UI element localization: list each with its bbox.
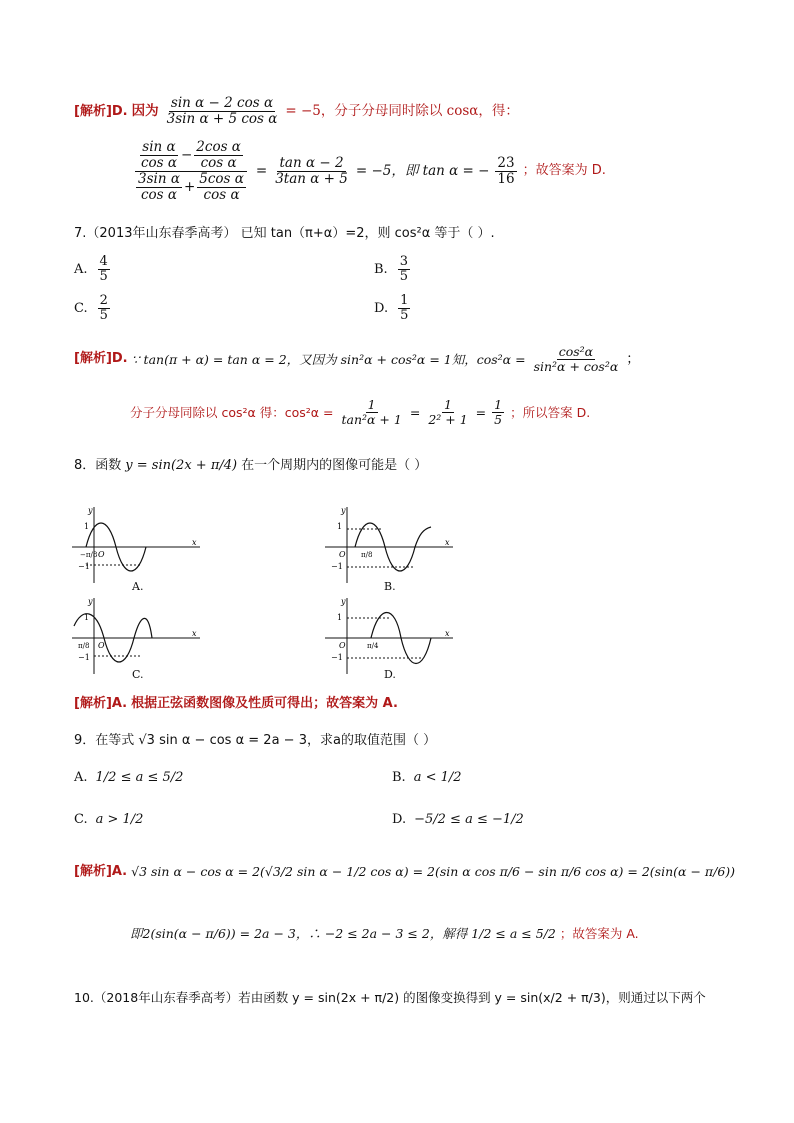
svg-text:−1: −1 xyxy=(78,653,90,662)
q9-analysis-line2: 即2(sin(α − π/6)) = 2a − 3，∴ −2 ≤ 2a − 3 ≤ 2，解得 1/2 ≤ a ≤ 5/2 ；故答案为 A. xyxy=(130,926,639,941)
q8-question: 8．函数 y = sin(2x + π/4) 在一个周期内的图像可能是（ ） xyxy=(74,458,428,473)
svg-text:y: y xyxy=(341,506,346,515)
svg-text:−1: −1 xyxy=(331,562,343,571)
q7-analysis: [解析]D. ∵ tan(π + α) = tan α = 2，又因为 sin²α + cos²α = 1知，cos²α = $\frac{\text{cos²α}}{\text{sin²α + cos²α}}$ ； xyxy=(74,344,640,374)
svg-text:1: 1 xyxy=(84,522,90,531)
svg-text:1: 1 xyxy=(337,522,343,531)
svg-text:y: y xyxy=(341,597,346,606)
graph-d xyxy=(325,596,455,676)
tick-label: −π/8 xyxy=(80,551,98,559)
q6-step: $\frac{\text{sin α}}{\text{cos α}}$ − $\frac{\text{2cos α}}{\text{cos α}}$ $\frac{\text{3sin α}}{\text{cos α}}$ + $\frac{\text{5cos α}}{\text{cos α}}$ = $\frac{\text{tan α − 2}}{\text{3tan α + 5}}$ = −5，即 tan α = − $\frac{23}{16}$ ；故答案为 D. xyxy=(130,140,734,202)
q7-option-d: D. $\frac{1}{5}$ xyxy=(374,293,409,324)
q8-analysis: [解析]A. 根据正弦函数图像及性质可得出；故答案为 A. xyxy=(74,696,398,711)
graph-a xyxy=(72,505,202,585)
analysis-line1: ∵ tan(π + α) = tan α = 2，又因为 sin²α + cos²α = 1知，cos²α = xyxy=(131,351,526,367)
q7-analysis-line2: 分子分母同除以 cos²α 得：cos²α = $\frac{1}{\text{tan²α + 1}}$ = $\frac{1}{\text{2² + 1}}$ = $\frac{1}{5}$ ；所以答案 D. xyxy=(130,397,591,427)
analysis-label: [解析]D. xyxy=(74,103,128,119)
q6-analysis xyxy=(74,96,734,127)
svg-text:−1: −1 xyxy=(331,653,343,662)
q7-option-b: B. $\frac{3}{5}$ xyxy=(374,254,408,285)
graph-b xyxy=(325,505,455,585)
svg-text:O: O xyxy=(98,641,105,650)
svg-text:π/4: π/4 xyxy=(367,642,379,650)
svg-text:O: O xyxy=(339,641,346,650)
tan-fraction: $\frac{\text{tan α − 2}}{\text{3tan α + 5}}$ xyxy=(275,154,348,187)
svg-text:O: O xyxy=(339,550,346,559)
svg-text:1: 1 xyxy=(84,613,90,622)
analysis-text: = −5，分子分母同时除以 cosα，得： xyxy=(285,103,519,120)
svg-text:x: x xyxy=(192,629,197,638)
step-text: = −5，即 tan α = − xyxy=(355,163,490,180)
compound-fraction: $\frac{\text{sin α}}{\text{cos α}}$ − $\frac{\text{2cos α}}{\text{cos α}}$ $\frac{\text{3sin α}}{\text{cos α}}$ + $\frac{\text{5cos α}}{\text{cos α}}$ xyxy=(132,140,250,202)
q9-question: 9．在等式 √3 sin α − cos α = 2a − 3，求a的取值范围（ ） xyxy=(74,733,437,748)
svg-text:O: O xyxy=(98,550,105,559)
graph-c-caption: C. xyxy=(132,668,144,681)
q9-option-a: A. 1/2 ≤ a ≤ 5/2 xyxy=(74,770,184,785)
q7-option-c: C. $\frac{2}{5}$ xyxy=(74,293,108,324)
svg-text:−1: −1 xyxy=(78,562,90,571)
graph-a-caption: A. xyxy=(132,580,144,593)
q7-question: 7.（2013年山东春季高考） 已知 tan（π+α）=2，则 cos²α 等于（ ）. xyxy=(74,226,495,241)
svg-text:y: y xyxy=(88,506,93,515)
q9-option-d: D. −5/2 ≤ a ≤ −1/2 xyxy=(392,812,524,827)
svg-text:y: y xyxy=(88,597,93,606)
svg-text:x: x xyxy=(445,629,450,638)
graph-b-caption: B. xyxy=(384,580,396,593)
svg-text:1: 1 xyxy=(337,613,343,622)
svg-text:x: x xyxy=(192,538,197,547)
svg-text:π/8: π/8 xyxy=(78,642,90,650)
q10-question: 10.（2018年山东春季高考）若由函数 y = sin(2x + π/2) 的图像变换得到 y = sin(x/2 + π/3)，则通过以下两个 xyxy=(74,990,706,1005)
graph-c xyxy=(72,596,202,676)
fraction: $\frac{\text{sin α − 2 cos α}}{\text{3sin α + 5 cos α}}$ xyxy=(166,95,278,127)
q9-option-b: B. a < 1/2 xyxy=(392,770,462,785)
conclusion: ；故答案为 D. xyxy=(522,163,606,179)
result-fraction: $\frac{23}{16}$ xyxy=(497,154,515,187)
svg-text:x: x xyxy=(445,538,450,547)
q7-option-a: A. $\frac{4}{5}$ xyxy=(74,254,108,285)
q9-option-c: C. a > 1/2 xyxy=(74,812,144,827)
analysis-intro: 因为 xyxy=(131,103,159,120)
q9-analysis: [解析]A. √3 sin α − cos α = 2(√3/2 sin α − 1/2 cos α) = 2(sin α cos π/6 − sin π/6 cos α) = 2(sin(α − π/6)) xyxy=(74,864,736,880)
graph-d-caption: D. xyxy=(384,668,396,681)
svg-text:π/8: π/8 xyxy=(361,551,373,559)
fraction: $\frac{\text{cos²α}}{\text{sin²α + cos²α}}$ xyxy=(533,344,619,374)
